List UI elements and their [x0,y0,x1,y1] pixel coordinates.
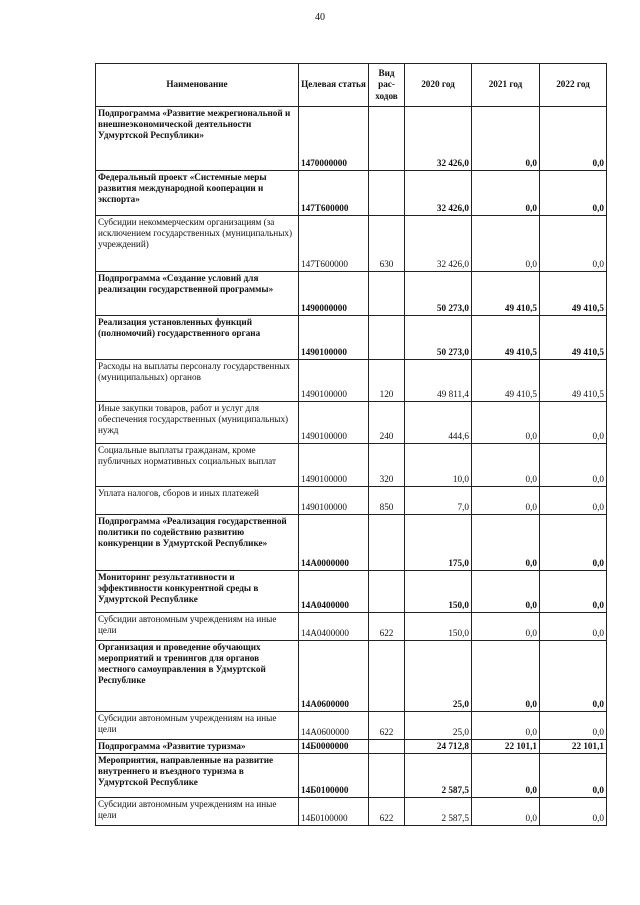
row-2022: 0,0 [540,754,607,798]
row-type [369,740,405,754]
row-2020: 50 273,0 [405,272,472,316]
row-2021: 0,0 [472,107,540,171]
row-type [369,171,405,216]
table-row [96,444,607,487]
row-code: 1490000000 [299,272,369,316]
row-2022: 0,0 [540,712,607,740]
row-2021: 49 410,5 [472,316,540,360]
row-name: Мероприятия, направленные на развитие внутреннего и въездного туризма в Удмуртской Республике [96,754,299,798]
row-2021: 22 101,1 [472,740,540,754]
row-type: 120 [369,360,405,402]
row-name: Субсидии некоммерческим организациям (за исключением государственных (муниципальных) учреждений) [96,216,299,272]
row-code: 147Т600000 [299,171,369,216]
row-2021: 0,0 [472,754,540,798]
row-name: Социальные выплаты гражданам, кроме публичных нормативных социальных выплат [96,444,299,487]
row-2020: 24 712,8 [405,740,472,754]
row-code: 14А0400000 [299,613,369,641]
row-name: Уплата налогов, сборов и иных платежей [96,487,299,515]
row-code: 14Б0100000 [299,754,369,798]
row-2020: 444,6 [405,402,472,444]
table-header-row [96,64,607,107]
header-2020: 2020 год [405,64,472,107]
row-code: 1490100000 [299,487,369,515]
row-2020: 150,0 [405,613,472,641]
row-2022: 0,0 [540,402,607,444]
row-2022: 0,0 [540,515,607,571]
row-name: Подпрограмма «Реализация государственной политики по содействию развитию конкуренции в Удмуртской Республике» [96,515,299,571]
row-2021: 49 410,5 [472,360,540,402]
row-2022: 0,0 [540,641,607,712]
row-2022: 0,0 [540,798,607,826]
table-row [96,171,607,216]
row-2022: 0,0 [540,487,607,515]
table-row [96,613,607,641]
row-type [369,316,405,360]
row-type: 850 [369,487,405,515]
row-name: Расходы на выплаты персоналу государственных (муниципальных) органов [96,360,299,402]
table-row [96,740,607,754]
row-type: 240 [369,402,405,444]
table-row [96,798,607,826]
row-2021: 0,0 [472,798,540,826]
row-code: 14А0600000 [299,641,369,712]
row-2020: 32 426,0 [405,107,472,171]
row-2022: 0,0 [540,171,607,216]
table-row [96,402,607,444]
row-name: Подпрограмма «Развитие туризма» [96,740,299,754]
row-2022: 0,0 [540,571,607,613]
row-2020: 32 426,0 [405,216,472,272]
row-2022: 22 101,1 [540,740,607,754]
row-code: 1490100000 [299,360,369,402]
row-type: 630 [369,216,405,272]
row-2021: 0,0 [472,641,540,712]
row-2022: 0,0 [540,444,607,487]
row-2021: 0,0 [472,487,540,515]
row-name: Иные закупки товаров, работ и услуг для обеспечения государственных (муниципальных) нужд [96,402,299,444]
row-2021: 0,0 [472,571,540,613]
row-2022: 0,0 [540,107,607,171]
row-2020: 7,0 [405,487,472,515]
row-name: Субсидии автономным учреждениям на иные цели [96,613,299,641]
row-2020: 10,0 [405,444,472,487]
row-type: 622 [369,798,405,826]
header-type: Вид рас-ходов [369,64,405,107]
row-code: 1490100000 [299,316,369,360]
row-name: Мониторинг результативности и эффективности конкурентной среды в Удмуртской Республике [96,571,299,613]
row-type [369,571,405,613]
row-2021: 0,0 [472,515,540,571]
row-type [369,107,405,171]
row-type: 622 [369,712,405,740]
row-2022: 49 410,5 [540,272,607,316]
row-type: 622 [369,613,405,641]
table-row [96,571,607,613]
row-2022: 0,0 [540,216,607,272]
page-number: 40 [315,12,325,23]
row-name: Подпрограмма «Создание условий для реализации государственной программы» [96,272,299,316]
budget-table [95,63,607,826]
row-code: 1490100000 [299,402,369,444]
row-code: 14А0000000 [299,515,369,571]
row-type [369,272,405,316]
row-name: Федеральный проект «Системные меры развития международной кооперации и экспорта» [96,171,299,216]
row-type: 320 [369,444,405,487]
row-2021: 0,0 [472,171,540,216]
row-2021: 0,0 [472,613,540,641]
row-name: Организация и проведение обучающих мероприятий и тренингов для органов местного самоуправления в Удмуртской Республике [96,641,299,712]
row-code: 14Б0000000 [299,740,369,754]
row-name: Реализация установленных функций (полномочий) государственного органа [96,316,299,360]
table-row [96,712,607,740]
row-type [369,641,405,712]
header-code: Целевая статья [299,64,369,107]
table-row [96,107,607,171]
row-code: 1490100000 [299,444,369,487]
header-name: Наименование [96,64,299,107]
row-2021: 0,0 [472,712,540,740]
row-2020: 175,0 [405,515,472,571]
row-2021: 49 410,5 [472,272,540,316]
row-2021: 0,0 [472,402,540,444]
row-code: 14А0600000 [299,712,369,740]
row-type [369,515,405,571]
row-name: Субсидии автономным учреждениям на иные цели [96,798,299,826]
row-code: 147Т600000 [299,216,369,272]
row-code: 14Б0100000 [299,798,369,826]
row-2022: 49 410,5 [540,360,607,402]
row-name: Подпрограмма «Развитие межрегиональной и внешнеэкономической деятельности Удмуртской Республики» [96,107,299,171]
table-row [96,754,607,798]
row-2020: 25,0 [405,641,472,712]
table-row [96,360,607,402]
table-row [96,316,607,360]
row-2022: 0,0 [540,613,607,641]
table-row [96,641,607,712]
table-row [96,515,607,571]
row-2020: 50 273,0 [405,316,472,360]
row-type [369,754,405,798]
row-2021: 0,0 [472,444,540,487]
row-2020: 49 811,4 [405,360,472,402]
row-code: 1470000000 [299,107,369,171]
row-2020: 150,0 [405,571,472,613]
row-2022: 49 410,5 [540,316,607,360]
row-2020: 2 587,5 [405,798,472,826]
row-2020: 25,0 [405,712,472,740]
row-code: 14А0400000 [299,571,369,613]
row-2021: 0,0 [472,216,540,272]
header-2022: 2022 год [540,64,607,107]
row-name: Субсидии автономным учреждениям на иные цели [96,712,299,740]
table-row [96,272,607,316]
table-row [96,487,607,515]
row-2020: 2 587,5 [405,754,472,798]
row-2020: 32 426,0 [405,171,472,216]
header-2021: 2021 год [472,64,540,107]
table-row [96,216,607,272]
